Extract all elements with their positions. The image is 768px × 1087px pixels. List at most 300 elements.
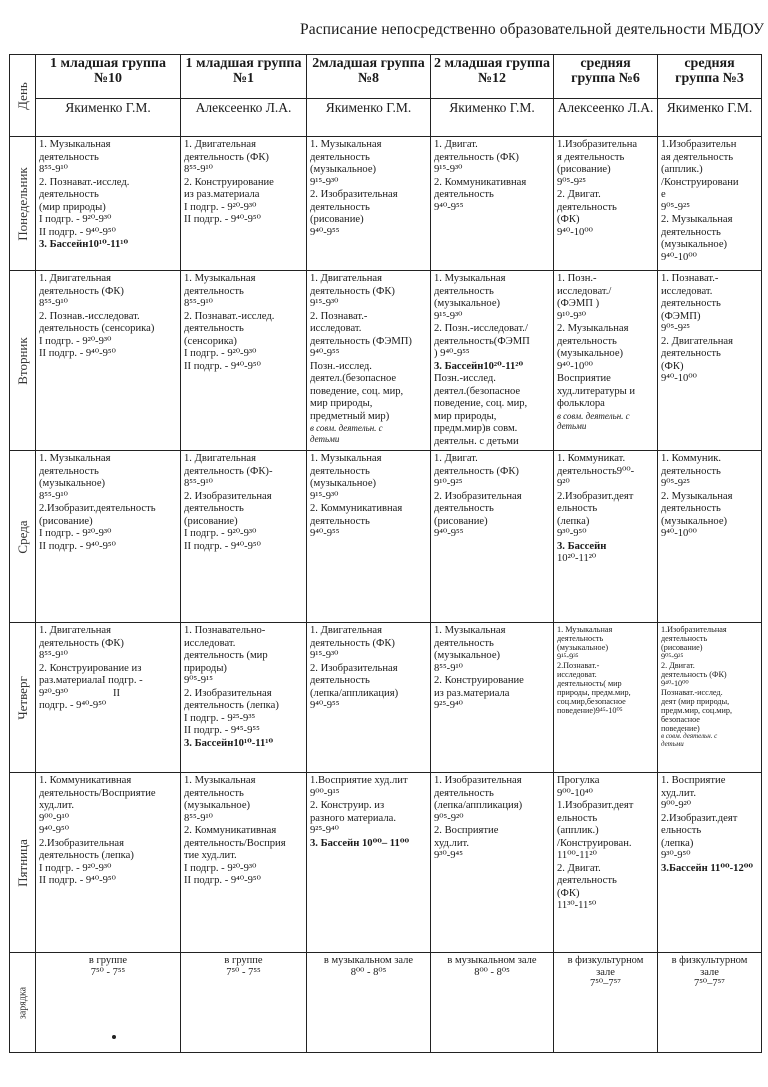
- cell-line: 9³⁰-9⁵⁰: [661, 850, 691, 861]
- cell-line: разного материала.: [310, 812, 396, 824]
- cell-line: II подгр. - 9⁴⁰-9⁵⁰: [184, 875, 261, 886]
- cell-line: 9⁴⁰-10⁰⁰: [661, 373, 697, 384]
- cell-line: ельность: [557, 812, 598, 824]
- cell-line: 9¹⁰-9²⁵: [434, 478, 463, 489]
- cell-line: худ.литературы и: [557, 385, 636, 397]
- cell-line: 9³⁰-9⁴⁵: [434, 850, 463, 861]
- cell-line: I подгр. - 9²⁰-9³⁰: [39, 528, 112, 539]
- cell-line: 9⁰⁵-9²⁵: [661, 478, 690, 489]
- cell-line: (лепка/аппликация): [310, 687, 399, 699]
- cell-line: деятельность: [184, 787, 244, 799]
- group-header: 2младшая группа №8: [307, 55, 431, 99]
- cell-line: 8⁵⁵-9¹⁰: [39, 164, 68, 175]
- cell-line: 9⁴⁰-10⁰⁰: [661, 251, 697, 263]
- day-cell: [10, 773, 36, 953]
- cell-line: в музыкальном зале: [447, 955, 537, 966]
- day-row: [10, 623, 762, 773]
- day-cell: [10, 623, 36, 773]
- cell-line: (апплик.): [661, 164, 703, 175]
- cell-line: 8⁵⁵-9¹⁰: [39, 298, 68, 309]
- cell-line: 9²⁰-9³⁰ II: [39, 687, 121, 699]
- cell-line: (ФК): [557, 214, 580, 225]
- day-row: [10, 451, 762, 623]
- cell-line: 9¹⁵-9³⁰: [434, 164, 463, 175]
- cell-line: 9¹⁵-9³⁰: [310, 176, 339, 188]
- schedule-cell: [307, 271, 431, 451]
- day-name: Вторник: [14, 336, 30, 385]
- schedule-cell: [658, 137, 762, 271]
- schedule-cell: [36, 773, 181, 953]
- cell-line: 1. Двигат.: [434, 453, 478, 464]
- cell-line: деятельность (ФЭМП): [310, 335, 412, 347]
- cell-line: поведение): [661, 724, 700, 734]
- group-header: средняя группа №6: [554, 55, 658, 99]
- cell-line: 2. Изобразительная: [310, 189, 398, 200]
- cell-line: 1. Изобразительная: [434, 775, 522, 786]
- cell-line: мир природы,: [310, 398, 373, 409]
- cell-line: 9⁴⁰-10⁰⁰: [557, 226, 593, 238]
- cell-line: II подгр. - 9⁴⁰-9⁵⁰: [184, 214, 261, 225]
- day-row: [10, 137, 762, 271]
- cell-line: деятельность: [184, 285, 244, 297]
- schedule-cell: [181, 623, 307, 773]
- cell-line: 9²⁵-9⁴⁰: [434, 700, 463, 711]
- cell-line: II подгр. - 9⁴⁰-9⁵⁰: [39, 226, 116, 238]
- schedule-cell: [658, 773, 762, 953]
- day-cell: [10, 271, 36, 451]
- group-header-row: [10, 55, 762, 99]
- cell-line: 10²⁰-11²⁰: [557, 553, 597, 564]
- cell-line: 9¹⁵-9³⁵: [557, 652, 579, 662]
- cell-line: исследоват./: [557, 285, 612, 297]
- cell-line: в совм. деятельн. с: [661, 732, 718, 741]
- cell-line: (ФЭМП): [661, 310, 701, 322]
- day-name: Среда: [14, 519, 30, 554]
- group-header: средняя группа №3: [658, 55, 762, 99]
- day-name: зарядка: [17, 986, 28, 1019]
- cell-line: деятельность (ФК): [661, 670, 727, 680]
- schedule-cell: [554, 451, 658, 623]
- cell-line: I подгр. - 9²⁰-9³⁰: [39, 862, 112, 874]
- cell-line: 2. Двигат.: [661, 661, 695, 671]
- cell-line: 1. Двигательная: [310, 625, 382, 636]
- cell-line: 1. Двигательная: [39, 273, 111, 284]
- cell-line: (мир природы): [39, 201, 106, 213]
- cell-line: фольклора: [557, 398, 605, 409]
- cell-line: 8⁵⁵-9¹⁰: [39, 490, 68, 502]
- cell-line: деятельность: [661, 348, 721, 359]
- cell-line: 9¹⁵-9³⁰: [434, 310, 463, 322]
- cell-line: (ФК): [557, 887, 580, 899]
- cell-line: из раз.материала: [434, 687, 510, 699]
- stray-dot: [112, 1035, 116, 1039]
- schedule-cell: [431, 137, 554, 271]
- cell-line: (музыкальное): [557, 348, 624, 359]
- cell-line: (музыкальное): [557, 643, 609, 653]
- cell-line: деятельность: [434, 637, 494, 649]
- schedule-cell: [307, 773, 431, 953]
- cell-line: 1. Музыкальная: [434, 625, 506, 636]
- cell-line: 2. Двигат.: [557, 189, 601, 200]
- cell-line: 1. Коммуникат.: [557, 453, 626, 464]
- cell-line: 2.Изобразит.деят: [661, 812, 738, 824]
- cell-line: в группе: [88, 955, 128, 966]
- cell-line: худ.лит.: [434, 837, 469, 849]
- cell-line: (ФЭМП ): [557, 298, 600, 309]
- cell-line: (лепка): [557, 515, 590, 527]
- cell-line: деятельность/Восприятие: [39, 787, 156, 799]
- cell-line: худ.лит.: [39, 800, 74, 811]
- cell-line: 1. Познават.-: [661, 273, 719, 284]
- cell-line: деятел.(безопасное: [434, 385, 521, 397]
- cell-line: деятельность: [39, 189, 99, 200]
- cell-line: 3. Бассейн: [557, 540, 607, 552]
- exercise-cell: [658, 953, 762, 1053]
- cell-line: предм.мир, соц.мир,: [661, 706, 733, 716]
- cell-line: деятельность: [310, 151, 370, 163]
- cell-line: 9⁰⁰-10⁴⁰: [557, 787, 593, 799]
- day-cell: [10, 137, 36, 271]
- cell-line: 2. Познават.-: [310, 310, 368, 322]
- cell-line: поведение, соц. мир,: [310, 385, 404, 397]
- cell-line: природы): [184, 662, 227, 674]
- cell-line: 9²⁰: [557, 478, 570, 489]
- schedule-cell: [36, 451, 181, 623]
- cell-line: 9³⁰-9⁵⁰: [557, 528, 587, 539]
- cell-line: деятельность: [39, 465, 99, 477]
- cell-line: 8⁰⁰ - 8⁰⁵: [350, 966, 387, 978]
- cell-line: (рисование): [661, 643, 703, 653]
- cell-line: 9⁰⁰-9¹⁵: [310, 787, 340, 799]
- cell-line: 9⁴⁰-9⁵⁵: [310, 700, 340, 711]
- day-cell: [10, 451, 36, 623]
- cell-line: 9⁰⁵-9²⁵: [661, 323, 690, 334]
- exercise-cell: [554, 953, 658, 1053]
- cell-line: деятельность: [661, 634, 708, 644]
- schedule-cell: [181, 451, 307, 623]
- cell-line: предметный мир): [310, 410, 390, 422]
- cell-line: зале: [700, 966, 719, 978]
- cell-line: 1. Двигательная: [184, 139, 256, 150]
- cell-line: деятельность (лепка): [184, 700, 279, 711]
- schedule-cell: [431, 623, 554, 773]
- cell-line: 1. Двигательная: [310, 273, 382, 284]
- cell-line: деятельность: [434, 503, 494, 514]
- cell-line: деятельность (мир: [184, 650, 268, 661]
- cell-line: худ.лит.: [661, 787, 696, 799]
- schedule-cell: [181, 137, 307, 271]
- cell-line: (лепка/аппликация): [434, 800, 523, 811]
- cell-line: 9⁴⁰-9⁵⁵: [434, 528, 464, 539]
- cell-line: деятельность: [434, 189, 494, 200]
- cell-line: (сенсорика): [184, 335, 237, 347]
- schedule-cell: [36, 271, 181, 451]
- cell-line: деятельность (лепка): [39, 850, 134, 861]
- schedule-cell: [431, 271, 554, 451]
- cell-line: 9⁴⁰-9⁵⁵: [310, 226, 340, 238]
- cell-line: 1. Музыкальная: [184, 273, 256, 284]
- cell-line: II подгр. - 9⁴⁰-9⁵⁰: [184, 360, 261, 372]
- cell-line: деятельность: [434, 285, 494, 297]
- cell-line: раз.материалаI подгр. -: [39, 675, 143, 686]
- schedule-cell: [554, 773, 658, 953]
- schedule-cell: [658, 271, 762, 451]
- day-cell: [10, 953, 36, 1053]
- cell-line: 1.Восприятие худ.лит: [310, 775, 408, 786]
- cell-line: (музыкальное): [310, 478, 377, 489]
- cell-line: 2.Изобразительная: [39, 837, 124, 849]
- schedule-cell: [307, 137, 431, 271]
- cell-line: 2. Музыкальная: [557, 323, 629, 334]
- day-name: Пятница: [14, 838, 30, 887]
- schedule-table: [9, 54, 762, 1053]
- cell-line: деятельность: [184, 323, 244, 334]
- cell-line: деятельность (сенсорика): [39, 323, 155, 334]
- cell-line: 2.Изобразит.деят: [557, 490, 634, 502]
- cell-line: Позн.-исслед.: [434, 373, 496, 384]
- cell-line: 8⁵⁵-9¹⁰: [39, 650, 68, 661]
- exercise-cell: [36, 953, 181, 1053]
- cell-line: деятельность (ФК): [310, 637, 395, 649]
- cell-line: из раз.материала: [184, 189, 260, 200]
- teacher-name: Якименко Г.М.: [658, 99, 762, 137]
- cell-line: (музыкальное): [661, 239, 728, 250]
- cell-line: предм.мир)в совм.: [434, 423, 518, 434]
- cell-line: 2. Конструир. из: [310, 800, 385, 811]
- cell-line: 9⁴⁰-9⁵⁵: [310, 348, 340, 359]
- cell-line: (лепка): [661, 837, 694, 849]
- cell-line: деятельность: [557, 875, 617, 886]
- cell-line: безопасное: [661, 715, 700, 725]
- schedule-cell: [181, 271, 307, 451]
- cell-line: деятел.(безопасное: [310, 373, 397, 384]
- cell-line: (музыкальное): [434, 650, 501, 661]
- cell-line: 11⁰⁰-11²⁰: [557, 850, 597, 861]
- cell-line: в физкультурном: [671, 955, 748, 966]
- cell-line: 2. Двигательная: [661, 335, 733, 347]
- cell-line: деятельность (ФК)-: [184, 465, 273, 477]
- cell-line: (музыкальное): [310, 164, 377, 175]
- cell-line: 1. Двигательная: [39, 625, 111, 636]
- cell-line: 9⁴⁰-9⁵⁵: [434, 201, 464, 213]
- cell-line: 1. Коммуникативная: [39, 775, 132, 786]
- cell-line: деят (мир природы,: [661, 697, 730, 707]
- cell-line: я деятельность: [557, 151, 625, 163]
- cell-line: детьми: [661, 739, 684, 748]
- teacher-name: Якименко Г.М.: [36, 99, 181, 137]
- cell-line: деятельность: [557, 634, 604, 644]
- cell-line: I подгр. - 9²⁰-9³⁰: [184, 201, 257, 213]
- cell-line: 7⁵⁰–7⁵⁷: [694, 978, 725, 990]
- cell-line: 3.Бассейн 11⁰⁰-12⁰⁰: [661, 862, 754, 874]
- cell-line: 9¹⁵-9³⁰: [310, 650, 339, 661]
- cell-line: ельность: [661, 825, 702, 836]
- cell-line: 2. Изобразительная: [310, 662, 398, 674]
- cell-line: 1. Музыкальная: [39, 453, 111, 464]
- cell-line: соц.мир,безопасное: [557, 697, 626, 707]
- cell-line: (музыкальное): [434, 298, 501, 309]
- cell-line: детьми: [310, 433, 340, 444]
- cell-line: ельность: [557, 503, 598, 514]
- cell-line: 9⁴⁰-9⁵⁵: [310, 528, 340, 539]
- cell-line: (рисование): [557, 164, 611, 175]
- cell-line: 1.Изобразительн: [661, 139, 737, 150]
- schedule-cell: [181, 773, 307, 953]
- cell-line: 2. Изобразительная: [184, 687, 272, 699]
- day-row: [10, 773, 762, 953]
- cell-line: 2. Музыкальная: [661, 214, 733, 225]
- cell-line: детьми: [557, 421, 587, 432]
- cell-line: 2. Двигат.: [557, 862, 601, 874]
- cell-line: е: [661, 189, 666, 200]
- cell-line: Прогулка: [557, 775, 600, 786]
- cell-line: деятельность: [557, 201, 617, 213]
- exercise-row: [10, 953, 762, 1053]
- cell-line: 2.Познават.-: [557, 661, 600, 671]
- cell-line: 9⁰⁵-9²⁵: [661, 201, 690, 213]
- cell-line: 1.Изобразит.деят: [557, 800, 634, 811]
- cell-line: I подгр. - 9²⁰-9³⁰: [39, 214, 112, 225]
- cell-line: 1. Двигательная: [184, 453, 256, 464]
- cell-line: /Конструировани: [661, 176, 739, 188]
- cell-line: исследоват.: [661, 285, 713, 297]
- cell-line: деятельность: [661, 298, 721, 309]
- cell-line: деятельность (ФК): [434, 151, 519, 163]
- day-row: [10, 271, 762, 451]
- cell-line: поведение, соц. мир,: [434, 398, 528, 409]
- cell-line: 2. Коммуникативная: [310, 503, 403, 514]
- cell-line: деятельн. с детьми: [434, 435, 519, 447]
- cell-line: 9⁴⁰-9⁵⁰: [39, 825, 70, 836]
- cell-line: деятельность: [310, 465, 370, 477]
- cell-line: 2. Познав.-исследоват.: [39, 310, 140, 322]
- exercise-cell: [307, 953, 431, 1053]
- cell-line: 2. Конструирование из: [39, 662, 142, 674]
- day-name: Четверг: [14, 675, 30, 720]
- cell-line: II подгр. - 9⁴⁰-9⁵⁰: [39, 540, 116, 552]
- cell-line: 2. Коммуникативная: [434, 176, 527, 188]
- cell-line: деятельность (ФК): [39, 285, 124, 297]
- cell-line: 9⁰⁰-9²⁰: [661, 800, 692, 811]
- cell-line: 1. Музыкальная: [184, 775, 256, 786]
- schedule-cell: [307, 451, 431, 623]
- cell-line: 11³⁰-11⁵⁰: [557, 900, 597, 911]
- cell-line: в физкультурном: [567, 955, 644, 966]
- schedule-cell: [307, 623, 431, 773]
- cell-line: 2. Конструирование: [434, 675, 524, 686]
- cell-line: (рисование): [310, 214, 364, 225]
- cell-line: деятельность9⁰⁰-: [557, 465, 635, 477]
- cell-line: (музыкальное): [39, 478, 106, 489]
- cell-line: 2. Конструирование: [184, 176, 274, 188]
- cell-line: (ФК): [661, 360, 684, 372]
- cell-line: 1. Музыкальная: [39, 139, 111, 150]
- cell-line: 9⁰⁰-9¹⁰: [39, 812, 70, 824]
- cell-line: 1. Восприятие: [661, 775, 726, 786]
- cell-line: 7⁵⁰ - 7⁵⁵: [226, 966, 261, 978]
- cell-line: 8⁵⁵-9¹⁰: [184, 164, 213, 175]
- exercise-cell: [431, 953, 554, 1053]
- cell-line: II подгр. - 9⁴⁰-9⁵⁰: [184, 540, 261, 552]
- cell-line: 3. Бассейн10²⁰-11²⁰: [434, 360, 524, 372]
- schedule-cell: [431, 451, 554, 623]
- cell-line: зале: [596, 966, 615, 978]
- cell-line: 1. Музыкальная: [310, 139, 382, 150]
- cell-line: деятельность: [310, 515, 370, 527]
- group-header: 1 младшая группа №1: [181, 55, 307, 99]
- cell-line: исследоват.: [310, 323, 362, 334]
- cell-line: деятельность(ФЭМП: [434, 335, 530, 347]
- teacher-row: [10, 99, 762, 137]
- cell-line: деятельность (ФК): [39, 637, 124, 649]
- schedule-cell: [36, 137, 181, 271]
- cell-line: деятельность: [661, 465, 721, 477]
- cell-line: деятельность: [661, 503, 721, 514]
- cell-line: 1. Познавательно-: [184, 625, 266, 636]
- teacher-name: Якименко Г.М.: [431, 99, 554, 137]
- cell-line: 9⁰⁵-9²⁰: [434, 812, 464, 824]
- teacher-name: Алексеенко Л.А.: [181, 99, 307, 137]
- cell-line: I подгр. - 9²⁰-9³⁰: [184, 862, 257, 874]
- cell-line: в совм. деятельн. с: [557, 410, 630, 421]
- cell-line: исследоват.: [557, 670, 597, 680]
- cell-line: (рисование): [184, 515, 238, 527]
- day-header-cell: [10, 55, 36, 137]
- cell-line: Восприятие: [557, 373, 611, 384]
- cell-line: (музыкальное): [184, 800, 251, 811]
- page-title: Расписание непосредственно образовательной деятельности МБДОУ: [300, 21, 765, 38]
- cell-line: II подгр. - 9⁴⁰-9⁵⁰: [39, 348, 116, 359]
- teacher-name: Алексеенко Л.А.: [554, 99, 658, 137]
- cell-line: деятельность (ФК): [434, 465, 519, 477]
- cell-line: 2. Познават.-исслед.: [39, 176, 130, 188]
- cell-line: (музыкальное): [661, 515, 728, 527]
- cell-line: II подгр. - 9⁴⁰-9⁵⁰: [39, 875, 116, 886]
- cell-line: Позн.-исслед.: [310, 360, 372, 372]
- cell-line: 7⁵⁰ - 7⁵⁵: [90, 966, 126, 978]
- cell-line: деятельность: [661, 226, 721, 238]
- cell-line: 2. Восприятие: [434, 825, 499, 836]
- cell-line: 9⁰⁵-9²⁵: [661, 652, 684, 662]
- exercise-cell: [181, 953, 307, 1053]
- cell-line: 9⁴⁰-10⁰⁰: [557, 360, 593, 372]
- cell-line: 1. Музыкальная: [434, 273, 506, 284]
- cell-line: 9¹⁵-9³⁰: [310, 298, 339, 309]
- cell-line: 9⁴⁰-10⁰⁰: [661, 679, 689, 689]
- cell-line: природы, предм.мир,: [557, 688, 631, 698]
- cell-line: деятельность( мир: [557, 679, 622, 689]
- cell-line: (рисование): [434, 515, 488, 527]
- cell-line: ) 9⁴⁰-9⁵⁵: [434, 348, 470, 359]
- cell-line: II подгр. - 9⁴⁵-9⁵⁵: [184, 725, 260, 736]
- cell-line: 9⁰⁵-9¹⁵: [184, 675, 213, 686]
- cell-line: 9¹⁵-9³⁰: [310, 490, 339, 502]
- schedule-cell: [36, 623, 181, 773]
- cell-line: мир природы,: [434, 410, 497, 422]
- cell-line: 2. Коммуникативная: [184, 825, 277, 836]
- cell-line: деятельность: [557, 335, 617, 347]
- day-header-label: День: [14, 81, 30, 110]
- cell-line: 2. Изобразительная: [184, 490, 272, 502]
- cell-line: деятельность: [310, 201, 370, 213]
- cell-line: тие худ.лит.: [184, 850, 237, 861]
- cell-line: деятельность: [310, 675, 370, 686]
- schedule-cell: [431, 773, 554, 953]
- cell-line: 8⁵⁵-9¹⁰: [184, 478, 213, 489]
- cell-line: 3. Бассейн10¹⁰-11¹⁰: [184, 737, 274, 749]
- cell-line: 9⁰⁵-9²⁵: [557, 176, 586, 188]
- cell-line: 1.Изобразительна: [557, 139, 638, 150]
